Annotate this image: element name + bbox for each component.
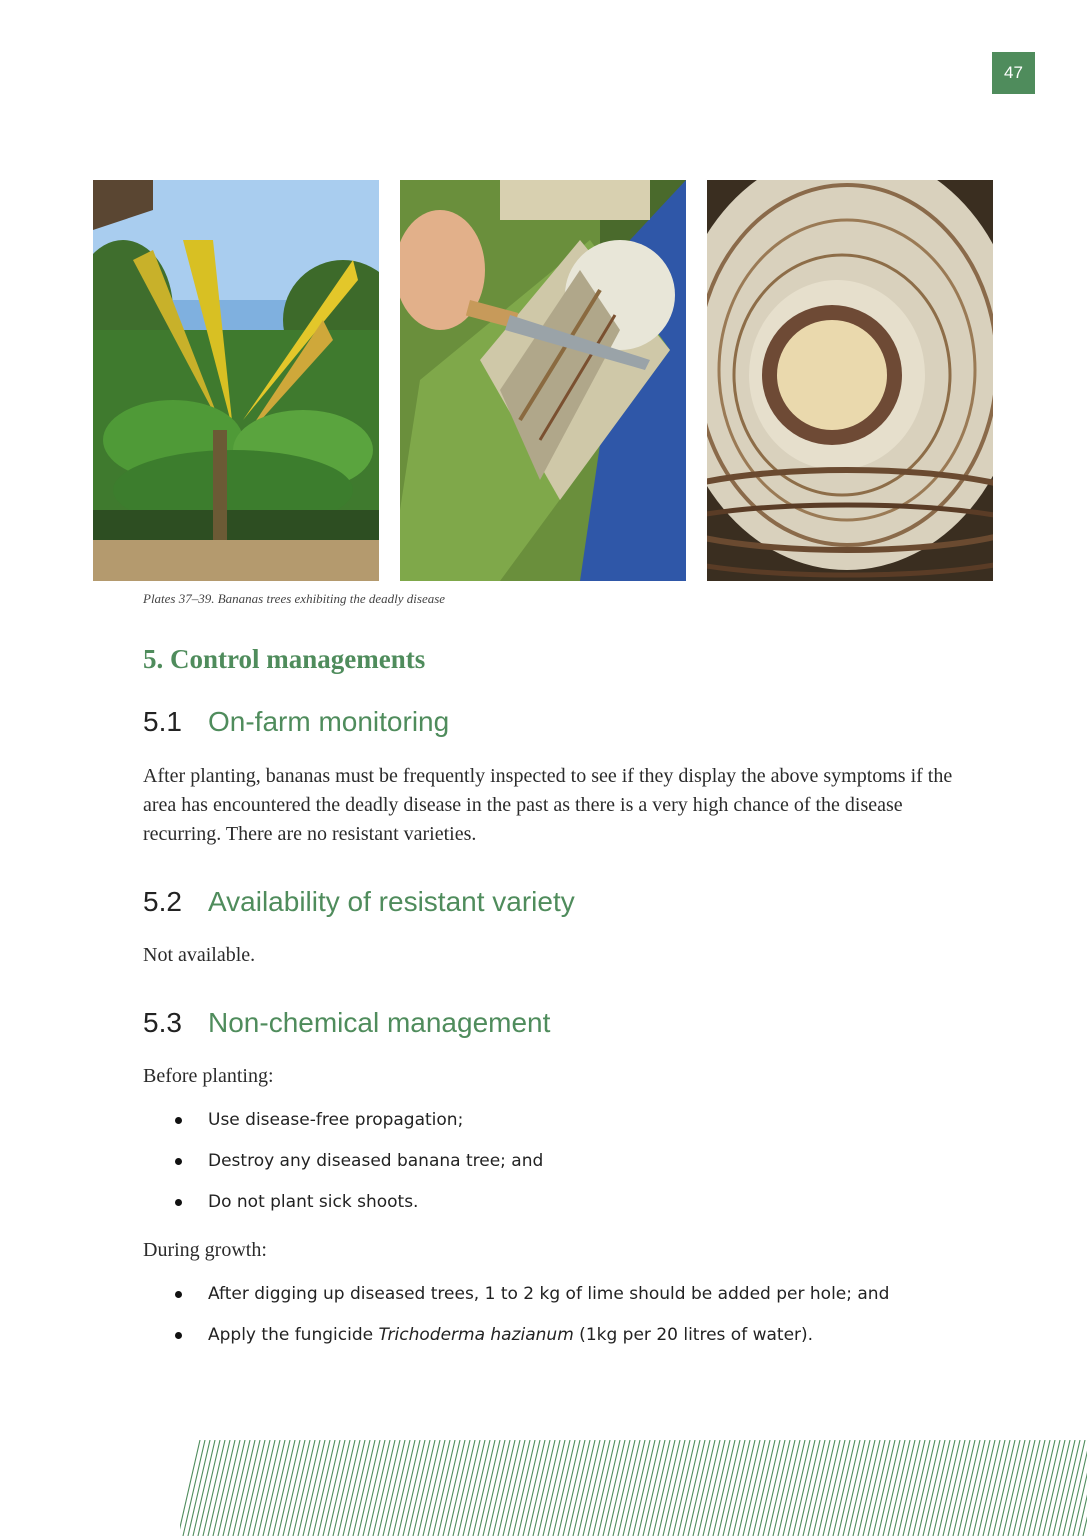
stripe-line bbox=[180, 1440, 200, 1536]
list-item-text: Use disease-free propagation; bbox=[208, 1110, 464, 1130]
subsection-number: 5.2 bbox=[143, 886, 182, 917]
list-item bbox=[175, 1190, 543, 1231]
before-planting-label: Before planting: bbox=[143, 1065, 274, 1087]
subsection-number: 5.1 bbox=[143, 706, 182, 737]
subsection-heading-5-2 bbox=[143, 886, 575, 918]
fungicide-name: Trichoderma hazianum bbox=[378, 1325, 574, 1345]
subsection-heading-5-3 bbox=[143, 1007, 550, 1039]
plates-caption: Plates 37–39. Bananas trees exhibiting the deadly disease bbox=[143, 591, 446, 606]
list-item-text: (1kg per 20 litres of water). bbox=[573, 1325, 814, 1345]
subsection-number: 5.3 bbox=[143, 1007, 182, 1038]
bullet-icon bbox=[175, 1291, 182, 1298]
subsection-title: Non-chemical management bbox=[208, 1007, 551, 1038]
list-item-text: Apply the fungicide bbox=[208, 1325, 379, 1345]
list-item-text: Do not plant sick shoots. bbox=[208, 1192, 419, 1212]
page-number: 47 bbox=[992, 52, 1035, 94]
list-item bbox=[175, 1108, 543, 1149]
plates-photos bbox=[93, 180, 994, 581]
bullet-icon bbox=[175, 1332, 182, 1339]
resistant-variety-text: Not available. bbox=[143, 944, 256, 966]
bullet-icon bbox=[175, 1199, 182, 1206]
on-farm-monitoring-text: After planting, bananas must be frequently inspected to see if they display the above symptoms if the area has encountered the deadly disease in the past as there is a very high chance of the disease recurring. There are no resistant varieties. bbox=[143, 765, 953, 845]
subsection-title: Availability of resistant variety bbox=[208, 886, 575, 917]
list-item-text: Destroy any diseased banana tree; and bbox=[208, 1151, 544, 1171]
subsection-heading-5-1 bbox=[143, 706, 449, 738]
list-item bbox=[175, 1282, 889, 1323]
decorative-stripes bbox=[180, 1440, 1087, 1536]
banana-trees-image bbox=[93, 180, 379, 581]
list-item bbox=[175, 1323, 889, 1364]
during-growth-label: During growth: bbox=[143, 1239, 267, 1261]
bullet-icon bbox=[175, 1158, 182, 1165]
stripe-line bbox=[1073, 1440, 1087, 1536]
before-planting-list bbox=[175, 1108, 543, 1231]
plate-37-banana-trees-photo bbox=[93, 180, 379, 581]
pseudostem-section-image bbox=[707, 180, 993, 581]
list-item bbox=[175, 1149, 543, 1190]
during-growth-list bbox=[175, 1282, 889, 1364]
subsection-title: On-farm monitoring bbox=[208, 706, 450, 737]
list-item-text: After digging up diseased trees, 1 to 2 kg of lime should be added per hole; and bbox=[208, 1284, 890, 1304]
plate-39-pseudostem-section-photo bbox=[707, 180, 993, 581]
section-heading: 5. Control managements bbox=[143, 644, 426, 674]
stem-cross-cut-image bbox=[400, 180, 686, 581]
bullet-icon bbox=[175, 1117, 182, 1124]
plate-38-stem-cut-photo bbox=[400, 180, 686, 581]
